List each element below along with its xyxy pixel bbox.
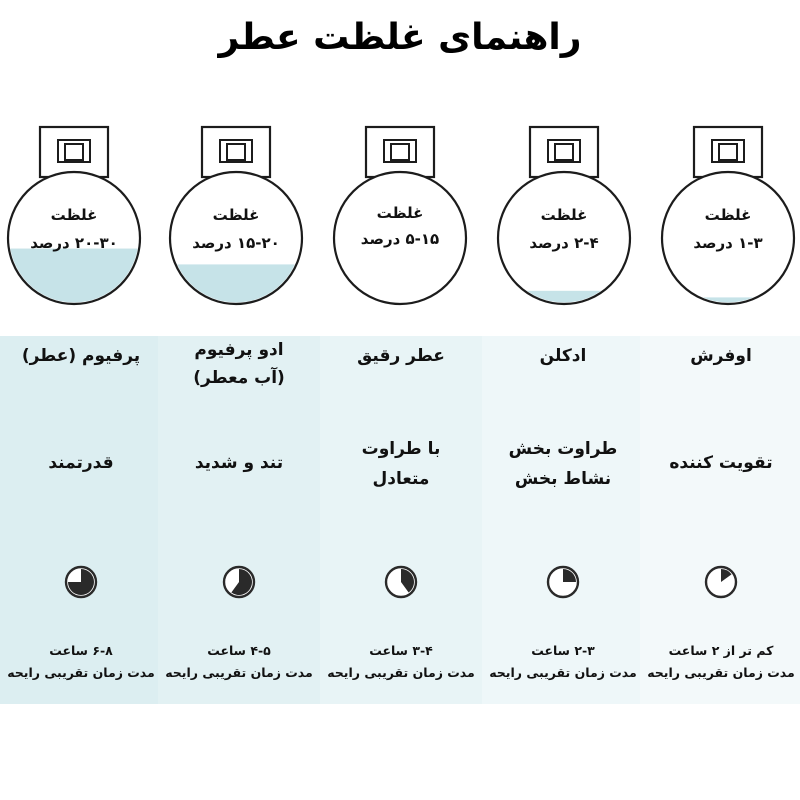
bottle-range: ۵-۱۵ درصد <box>360 230 440 248</box>
column-description <box>482 434 644 494</box>
name-line: ادو پرفیوم <box>194 340 284 360</box>
clock-icon <box>221 564 257 600</box>
column-name <box>482 342 644 370</box>
column-name <box>640 342 800 370</box>
bottle-concentration-label: غلظت <box>704 206 752 224</box>
desc-line: تند و شدید <box>194 453 284 473</box>
bottle-range: ۱-۳ درصد <box>693 234 763 252</box>
clock-icon <box>63 564 99 600</box>
desc-line: تقویت کننده <box>669 453 773 473</box>
bottle-range: ۱۵-۲۰ درصد <box>192 234 280 252</box>
desc-line: طراوت بخش <box>508 439 618 459</box>
duration-value: ۳-۴ ساعت <box>369 643 433 658</box>
column-duration <box>320 640 482 684</box>
name-line: ادکلن <box>539 346 587 366</box>
clock-icon <box>383 564 419 600</box>
column-duration <box>640 640 800 684</box>
column-duration <box>0 640 162 684</box>
name-line: عطر رقیق <box>357 346 445 366</box>
concentration-table <box>0 336 800 704</box>
bottle-range: ۲-۴ درصد <box>529 234 599 252</box>
name-line: پرفیوم (عطر) <box>21 346 141 366</box>
desc-line: متعادل <box>372 469 430 489</box>
liquid-level <box>8 249 140 304</box>
bottle-2 <box>166 118 306 318</box>
desc-line: نشاط بخش <box>514 469 612 489</box>
desc-line: قدرتمند <box>48 453 114 473</box>
column-description <box>0 448 162 478</box>
page-title: راهنمای غلظت عطر <box>218 17 582 58</box>
column-description <box>158 448 320 478</box>
bottles-row <box>0 118 800 318</box>
duration-caption: مدت زمان تقریبی رایحه <box>647 665 795 680</box>
column-description <box>640 448 800 478</box>
bottle-1 <box>4 118 144 318</box>
name-line: اوفرش <box>690 346 752 366</box>
column-edp <box>158 336 320 704</box>
duration-value: ۲-۳ ساعت <box>531 643 595 658</box>
column-duration <box>482 640 644 684</box>
bottle-4 <box>494 118 634 318</box>
liquid-level <box>498 291 630 304</box>
duration-caption: مدت زمان تقریبی رایحه <box>165 665 313 680</box>
column-cologne <box>482 336 644 704</box>
duration-caption: مدت زمان تقریبی رایحه <box>327 665 475 680</box>
bottle-range: ۲۰-۳۰ درصد <box>30 234 118 252</box>
bottle-3 <box>330 118 470 318</box>
column-edt <box>320 336 482 704</box>
column-description <box>320 434 482 494</box>
column-parfum <box>0 336 162 704</box>
bottle-5 <box>658 118 798 318</box>
name-line: (آب معطر) <box>193 368 285 388</box>
column-duration <box>158 640 320 684</box>
duration-value: ۴-۵ ساعت <box>207 643 271 658</box>
duration-caption: مدت زمان تقریبی رایحه <box>489 665 637 680</box>
bottle-concentration-label: غلظت <box>540 206 588 224</box>
duration-value: ۶-۸ ساعت <box>49 643 113 658</box>
clock-icon <box>703 564 739 600</box>
column-name <box>320 342 482 370</box>
column-name <box>158 336 320 392</box>
desc-line: با طراوت <box>361 439 441 459</box>
duration-value: کم تر از ۲ ساعت <box>668 643 774 658</box>
bottle-concentration-label: غلظت <box>212 206 260 224</box>
clock-icon <box>545 564 581 600</box>
column-eau-fraiche <box>640 336 800 704</box>
duration-caption: مدت زمان تقریبی رایحه <box>7 665 155 680</box>
bottle-concentration-label: غلظت <box>50 206 98 224</box>
bottle-concentration-label: غلظت <box>376 204 424 222</box>
column-name <box>0 342 162 370</box>
